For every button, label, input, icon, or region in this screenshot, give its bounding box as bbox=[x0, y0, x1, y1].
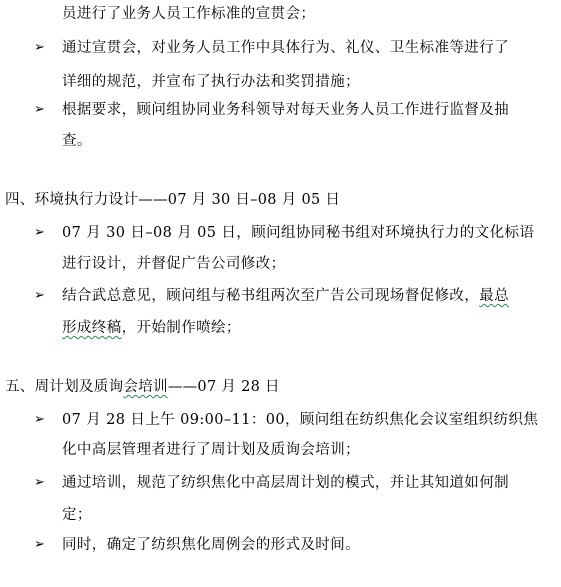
spellcheck-flagged-text: 最总 bbox=[479, 288, 510, 304]
bullet-arrow-icon: ➢ bbox=[34, 475, 45, 490]
bullet-text: 进行设计，并督促广告公司修改； bbox=[62, 256, 286, 272]
bullet-text: 通过培训，规范了纺织焦化中高层周计划的模式，并让其知道如何制 bbox=[62, 475, 509, 491]
bullet-text bbox=[62, 318, 241, 338]
bullet-arrow-icon: ➢ bbox=[34, 537, 45, 552]
bullet-text: 详细的规范，并宣布了执行办法和奖罚措施； bbox=[62, 74, 360, 90]
bullet-text: 07 月 28 日上午 09:00–11：00，顾问组在纺织焦化会议室组织纺织焦 bbox=[62, 412, 539, 428]
bullet-text: 根据要求，顾问组协同业务科领导对每天业务人员工作进行监督及抽 bbox=[62, 102, 509, 118]
bullet-arrow-icon: ➢ bbox=[34, 288, 45, 303]
spellcheck-flagged-text: 会培训 bbox=[123, 379, 168, 395]
paragraph-line: 员进行了业务人员工作标准的宣贯会； bbox=[62, 6, 316, 22]
bullet-text: 同时，确定了纺织焦化周例会的形式及时间。 bbox=[62, 537, 360, 553]
bullet-text: 化中高层管理者进行了周计划及质询会培训； bbox=[62, 442, 360, 458]
section-heading bbox=[5, 377, 280, 397]
bullet-text: 07 月 30 日–08 月 05 日，顾问组协同秘书组对环境执行力的文化标语 bbox=[62, 225, 535, 241]
bullet-text: 定； bbox=[62, 507, 92, 523]
bullet-arrow-icon: ➢ bbox=[34, 40, 45, 55]
bullet-text bbox=[62, 286, 509, 306]
text-run: 结合武总意见，顾问组与秘书组两次至广告公司现场督促修改， bbox=[62, 288, 480, 304]
bullet-arrow-icon: ➢ bbox=[34, 102, 45, 117]
text-run: ——07 月 28 日 bbox=[167, 379, 280, 395]
bullet-arrow-icon: ➢ bbox=[34, 225, 45, 240]
text-run: 五、周计划及质询 bbox=[5, 379, 124, 395]
bullet-text: 查。 bbox=[62, 133, 92, 149]
bullet-arrow-icon: ➢ bbox=[34, 412, 45, 427]
bullet-text: 通过宣贯会，对业务人员工作中具体行为、礼仪、卫生标准等进行了 bbox=[62, 40, 509, 56]
spellcheck-flagged-text: 形成终稿 bbox=[62, 320, 122, 336]
section-heading: 四、环境执行力设计——07 月 30 日–08 月 05 日 bbox=[5, 192, 341, 208]
text-run: ，开始制作喷绘； bbox=[121, 320, 241, 336]
